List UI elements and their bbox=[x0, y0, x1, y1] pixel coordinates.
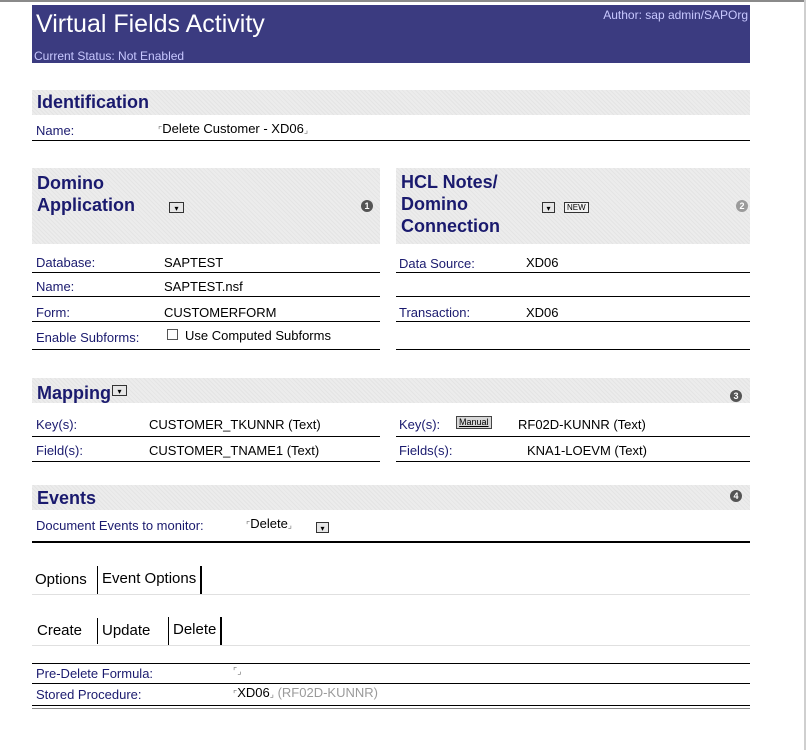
divider bbox=[396, 321, 750, 322]
fields-value: CUSTOMER_TNAME1 (Text) bbox=[149, 443, 320, 458]
stored-procedure-value: XD06 bbox=[237, 685, 270, 700]
datasource-value: XD06 bbox=[526, 255, 559, 270]
events-title: Events bbox=[37, 488, 97, 508]
name-field[interactable] bbox=[158, 121, 308, 136]
divider bbox=[32, 705, 750, 706]
mapping-dropdown-icon[interactable]: ▾ bbox=[112, 385, 127, 396]
subforms-label: Enable Subforms: bbox=[36, 330, 140, 345]
form-header bbox=[32, 5, 750, 63]
fields-value: KNA1-LOEVM (Text) bbox=[527, 443, 647, 458]
notes-connection-dropdown-icon[interactable]: ▾ bbox=[542, 202, 555, 213]
stored-procedure-field[interactable] bbox=[233, 685, 378, 700]
notes-connection-title-line1: HCL Notes/ bbox=[401, 172, 498, 192]
domino-application-title bbox=[37, 172, 135, 216]
divider bbox=[32, 663, 750, 664]
domino-application-title-line2: Application bbox=[37, 195, 135, 215]
stored-procedure-label: Stored Procedure: bbox=[36, 687, 142, 702]
notes-connection-title-line2: Domino bbox=[401, 194, 468, 214]
field-open-bracket-icon: ⌜ bbox=[233, 689, 238, 699]
divider bbox=[396, 349, 750, 350]
notes-connection-title bbox=[401, 171, 500, 237]
transaction-label: Transaction: bbox=[399, 305, 471, 320]
manual-badge[interactable]: Manual bbox=[456, 416, 492, 429]
tab-options[interactable]: Options bbox=[35, 571, 87, 588]
pre-delete-label: Pre-Delete Formula: bbox=[36, 666, 154, 681]
identification-section-header bbox=[32, 90, 750, 115]
events-monitor-value: Delete bbox=[250, 516, 288, 531]
divider bbox=[32, 461, 380, 462]
transaction-value: XD06 bbox=[526, 305, 559, 320]
form-label: Form: bbox=[36, 305, 70, 320]
tab-event-options[interactable]: Event Options bbox=[97, 566, 202, 594]
computed-subforms-checkbox[interactable] bbox=[167, 329, 178, 340]
page-title: Virtual Fields Activity bbox=[36, 10, 265, 38]
divider bbox=[32, 321, 380, 322]
events-monitor-field[interactable] bbox=[246, 516, 292, 531]
name-label: Name: bbox=[36, 123, 75, 138]
events-dropdown-icon[interactable]: ▾ bbox=[316, 522, 329, 533]
field-close-bracket-icon: ⌟ bbox=[237, 666, 242, 676]
form-value: CUSTOMERFORM bbox=[164, 305, 277, 320]
divider bbox=[32, 296, 380, 297]
database-value: SAPTEST bbox=[164, 255, 224, 270]
divider bbox=[32, 708, 750, 709]
step-number-icon: 1 bbox=[361, 200, 373, 212]
notes-connection-title-line3: Connection bbox=[401, 216, 500, 236]
tab-update[interactable]: Update bbox=[97, 618, 154, 644]
keys-value: CUSTOMER_TKUNNR (Text) bbox=[149, 417, 321, 432]
divider bbox=[32, 140, 750, 141]
name-value: Delete Customer - XD06 bbox=[162, 121, 304, 136]
mapping-section-header bbox=[32, 378, 750, 403]
fields-label: Fields(s): bbox=[399, 443, 453, 458]
field-close-bracket-icon: ⌟ bbox=[269, 689, 274, 699]
identification-title: Identification bbox=[37, 92, 149, 112]
divider bbox=[396, 461, 750, 462]
tab-delete[interactable]: Delete bbox=[168, 617, 222, 645]
stored-procedure-reference: (RF02D-KUNNR) bbox=[277, 685, 378, 700]
divider bbox=[32, 272, 380, 273]
keys-value: RF02D-KUNNR (Text) bbox=[518, 417, 646, 432]
step-number-icon: 4 bbox=[730, 490, 742, 502]
events-section-header bbox=[32, 485, 750, 510]
divider bbox=[32, 683, 750, 684]
new-badge[interactable]: NEW bbox=[564, 202, 589, 213]
fields-label: Field(s): bbox=[36, 443, 83, 458]
tabstrip-divider bbox=[32, 594, 750, 595]
divider bbox=[396, 272, 750, 273]
mapping-title: Mapping bbox=[37, 383, 111, 403]
divider bbox=[32, 349, 380, 350]
author-text: Author: sap admin/SAPOrg bbox=[603, 8, 748, 22]
step-number-icon: 3 bbox=[730, 390, 742, 402]
divider bbox=[32, 436, 380, 437]
tab-create[interactable]: Create bbox=[37, 622, 83, 639]
domino-application-dropdown-icon[interactable]: ▾ bbox=[169, 202, 184, 213]
divider bbox=[396, 296, 750, 297]
datasource-label: Data Source: bbox=[399, 256, 475, 271]
field-close-bracket-icon: ⌟ bbox=[287, 520, 293, 530]
db-name-label: Name: bbox=[36, 279, 75, 294]
domino-application-section-header bbox=[32, 168, 380, 244]
field-open-bracket-icon: ⌜ bbox=[158, 125, 163, 135]
database-label: Database: bbox=[36, 255, 96, 270]
window-top-border bbox=[0, 0, 806, 2]
status-text: Current Status: Not Enabled bbox=[34, 49, 185, 63]
field-open-bracket-icon: ⌜ bbox=[246, 520, 251, 530]
keys-label: Key(s): bbox=[36, 417, 78, 432]
tabstrip-divider bbox=[32, 645, 750, 646]
db-name-value: SAPTEST.nsf bbox=[164, 279, 243, 294]
keys-label: Key(s): bbox=[399, 417, 441, 432]
divider bbox=[396, 436, 750, 437]
computed-subforms-option: Use Computed Subforms bbox=[185, 328, 331, 343]
domino-application-title-line1: Domino bbox=[37, 173, 104, 193]
field-close-bracket-icon: ⌟ bbox=[303, 125, 309, 135]
pre-delete-field[interactable] bbox=[233, 662, 241, 677]
events-monitor-label: Document Events to monitor: bbox=[36, 518, 204, 533]
divider bbox=[32, 541, 750, 543]
field-open-bracket-icon: ⌜ bbox=[233, 666, 238, 676]
step-number-icon: 2 bbox=[736, 200, 748, 212]
